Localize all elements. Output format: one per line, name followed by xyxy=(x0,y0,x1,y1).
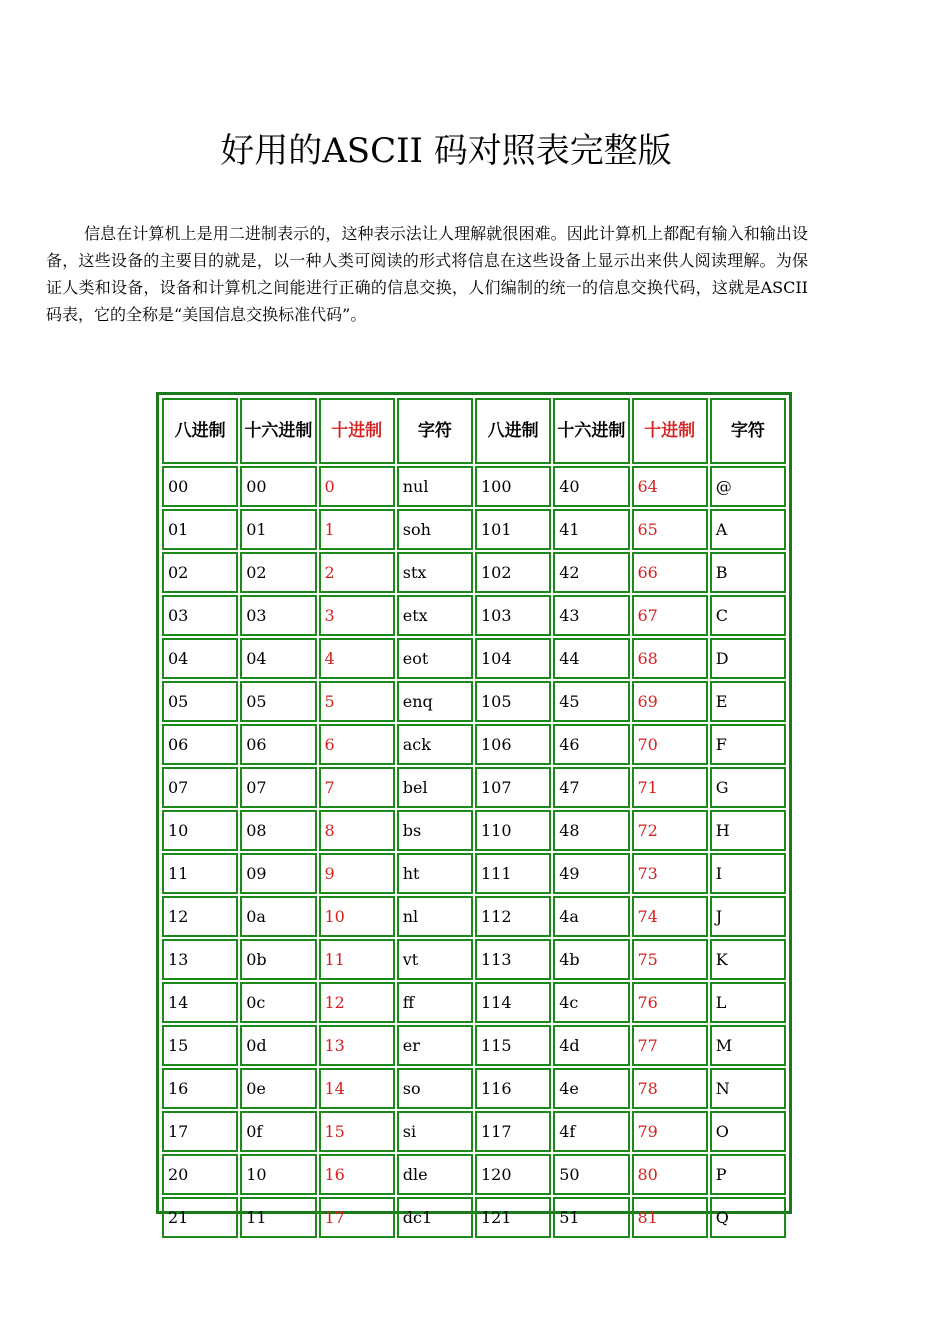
cell-hex-2: 4d xyxy=(553,1025,629,1066)
header-decimal: 十进制 xyxy=(319,398,395,464)
cell-hex-2: 40 xyxy=(553,466,629,507)
cell-char: enq xyxy=(397,681,473,722)
cell-octal: 13 xyxy=(162,939,238,980)
table-row xyxy=(162,853,786,894)
table-row xyxy=(162,1111,786,1152)
cell-decimal-2: 68 xyxy=(632,638,708,679)
cell-octal: 14 xyxy=(162,982,238,1023)
cell-octal-2: 113 xyxy=(475,939,551,980)
page-title: 好用的ASCII 码对照表完整版 xyxy=(220,131,672,171)
cell-octal: 00 xyxy=(162,466,238,507)
cell-char-2: P xyxy=(710,1154,786,1195)
header-decimal-2: 十进制 xyxy=(632,398,708,464)
cell-char: bs xyxy=(397,810,473,851)
cell-hex-2: 47 xyxy=(553,767,629,808)
cell-hex-2: 4b xyxy=(553,939,629,980)
cell-char-2: E xyxy=(710,681,786,722)
cell-char-2: K xyxy=(710,939,786,980)
cell-hex-2: 43 xyxy=(553,595,629,636)
cell-decimal: 16 xyxy=(319,1154,395,1195)
cell-octal-2: 121 xyxy=(475,1197,551,1238)
header-char-2: 字符 xyxy=(710,398,786,464)
cell-decimal: 6 xyxy=(319,724,395,765)
cell-decimal: 13 xyxy=(319,1025,395,1066)
cell-hex-2: 48 xyxy=(553,810,629,851)
cell-decimal: 7 xyxy=(319,767,395,808)
cell-hex: 08 xyxy=(240,810,316,851)
cell-octal-2: 100 xyxy=(475,466,551,507)
cell-decimal-2: 74 xyxy=(632,896,708,937)
intro-paragraph: 信息在计算机上是用二进制表示的，这种表示法让人理解就很困难。因此计算机上都配有输入和输出设备，这些设备的主要目的就是，以一种人类可阅读的形式将信息在这些设备上显示出来供人阅读理解。为保证人类和设备，设备和计算机之间能进行正确的信息交换，人们编制的统一的信息交换代码，这就是ASCII码表，它的全称是“美国信息交换标准代码”。 xyxy=(46,224,808,324)
cell-hex-2: 42 xyxy=(553,552,629,593)
cell-decimal-2: 69 xyxy=(632,681,708,722)
cell-decimal-2: 78 xyxy=(632,1068,708,1109)
cell-char: dle xyxy=(397,1154,473,1195)
cell-char-2: I xyxy=(710,853,786,894)
cell-char-2: A xyxy=(710,509,786,550)
cell-octal-2: 103 xyxy=(475,595,551,636)
cell-octal: 17 xyxy=(162,1111,238,1152)
cell-char: so xyxy=(397,1068,473,1109)
cell-decimal: 8 xyxy=(319,810,395,851)
cell-octal: 04 xyxy=(162,638,238,679)
table-row xyxy=(162,552,786,593)
cell-decimal-2: 73 xyxy=(632,853,708,894)
cell-hex-2: 50 xyxy=(553,1154,629,1195)
cell-char-2: J xyxy=(710,896,786,937)
cell-decimal: 1 xyxy=(319,509,395,550)
cell-char-2: C xyxy=(710,595,786,636)
table-row xyxy=(162,1068,786,1109)
cell-hex: 00 xyxy=(240,466,316,507)
cell-octal: 16 xyxy=(162,1068,238,1109)
cell-char: stx xyxy=(397,552,473,593)
cell-octal-2: 101 xyxy=(475,509,551,550)
cell-hex-2: 4e xyxy=(553,1068,629,1109)
cell-octal-2: 105 xyxy=(475,681,551,722)
table-row xyxy=(162,982,786,1023)
cell-octal-2: 106 xyxy=(475,724,551,765)
cell-char-2: F xyxy=(710,724,786,765)
cell-char: si xyxy=(397,1111,473,1152)
cell-hex: 09 xyxy=(240,853,316,894)
cell-decimal-2: 80 xyxy=(632,1154,708,1195)
cell-decimal: 12 xyxy=(319,982,395,1023)
cell-decimal: 0 xyxy=(319,466,395,507)
cell-octal-2: 110 xyxy=(475,810,551,851)
table-row xyxy=(162,1154,786,1195)
table-row xyxy=(162,724,786,765)
cell-char-2: D xyxy=(710,638,786,679)
cell-char: vt xyxy=(397,939,473,980)
cell-hex-2: 51 xyxy=(553,1197,629,1238)
cell-decimal-2: 64 xyxy=(632,466,708,507)
table-row xyxy=(162,896,786,937)
cell-char: dc1 xyxy=(397,1197,473,1238)
table-row xyxy=(162,767,786,808)
cell-char-2: M xyxy=(710,1025,786,1066)
cell-hex-2: 44 xyxy=(553,638,629,679)
cell-char-2: L xyxy=(710,982,786,1023)
cell-octal: 06 xyxy=(162,724,238,765)
cell-hex: 0d xyxy=(240,1025,316,1066)
cell-hex-2: 49 xyxy=(553,853,629,894)
cell-hex: 04 xyxy=(240,638,316,679)
cell-decimal-2: 70 xyxy=(632,724,708,765)
cell-decimal: 5 xyxy=(319,681,395,722)
cell-hex: 03 xyxy=(240,595,316,636)
cell-hex: 0a xyxy=(240,896,316,937)
cell-decimal: 15 xyxy=(319,1111,395,1152)
cell-decimal-2: 79 xyxy=(632,1111,708,1152)
cell-octal-2: 102 xyxy=(475,552,551,593)
cell-char: ack xyxy=(397,724,473,765)
cell-decimal-2: 81 xyxy=(632,1197,708,1238)
cell-octal-2: 115 xyxy=(475,1025,551,1066)
cell-char-2: O xyxy=(710,1111,786,1152)
ascii-table-frame xyxy=(156,392,792,1227)
cell-char-2: N xyxy=(710,1068,786,1109)
cell-decimal: 4 xyxy=(319,638,395,679)
header-row xyxy=(162,398,786,464)
cell-octal-2: 114 xyxy=(475,982,551,1023)
cell-octal-2: 111 xyxy=(475,853,551,894)
cell-hex: 0c xyxy=(240,982,316,1023)
table-row xyxy=(162,595,786,636)
cell-octal-2: 104 xyxy=(475,638,551,679)
cell-octal: 15 xyxy=(162,1025,238,1066)
cell-octal-2: 116 xyxy=(475,1068,551,1109)
cell-octal-2: 117 xyxy=(475,1111,551,1152)
cell-decimal-2: 67 xyxy=(632,595,708,636)
cell-decimal-2: 65 xyxy=(632,509,708,550)
cell-decimal: 17 xyxy=(319,1197,395,1238)
cell-hex-2: 45 xyxy=(553,681,629,722)
cell-char: ht xyxy=(397,853,473,894)
cell-hex: 05 xyxy=(240,681,316,722)
cell-octal: 10 xyxy=(162,810,238,851)
cell-char: bel xyxy=(397,767,473,808)
header-octal-2: 八进制 xyxy=(475,398,551,464)
cell-char: ff xyxy=(397,982,473,1023)
table-row xyxy=(162,466,786,507)
cell-hex: 06 xyxy=(240,724,316,765)
cell-octal-2: 107 xyxy=(475,767,551,808)
cell-char-2: B xyxy=(710,552,786,593)
cell-hex: 0e xyxy=(240,1068,316,1109)
header-hex: 十六进制 xyxy=(240,398,316,464)
cell-decimal-2: 72 xyxy=(632,810,708,851)
cell-char: soh xyxy=(397,509,473,550)
table-header xyxy=(162,398,786,464)
cell-decimal: 14 xyxy=(319,1068,395,1109)
cell-octal: 05 xyxy=(162,681,238,722)
cell-hex: 11 xyxy=(240,1197,316,1238)
cell-char-2: @ xyxy=(710,466,786,507)
cell-octal: 12 xyxy=(162,896,238,937)
table-row xyxy=(162,638,786,679)
header-char: 字符 xyxy=(397,398,473,464)
cell-hex: 07 xyxy=(240,767,316,808)
cell-octal-2: 112 xyxy=(475,896,551,937)
cell-hex-2: 46 xyxy=(553,724,629,765)
cell-char-2: G xyxy=(710,767,786,808)
cell-hex: 01 xyxy=(240,509,316,550)
ascii-table xyxy=(160,396,788,1240)
cell-octal: 01 xyxy=(162,509,238,550)
cell-decimal: 9 xyxy=(319,853,395,894)
table-row xyxy=(162,939,786,980)
cell-octal: 07 xyxy=(162,767,238,808)
cell-hex: 0b xyxy=(240,939,316,980)
cell-char-2: H xyxy=(710,810,786,851)
cell-octal: 21 xyxy=(162,1197,238,1238)
header-octal: 八进制 xyxy=(162,398,238,464)
cell-hex-2: 4f xyxy=(553,1111,629,1152)
table-body xyxy=(162,466,786,1238)
cell-decimal-2: 66 xyxy=(632,552,708,593)
cell-hex-2: 4a xyxy=(553,896,629,937)
cell-octal: 02 xyxy=(162,552,238,593)
cell-octal: 03 xyxy=(162,595,238,636)
cell-decimal: 11 xyxy=(319,939,395,980)
cell-decimal: 3 xyxy=(319,595,395,636)
header-hex-2: 十六进制 xyxy=(553,398,629,464)
table-row xyxy=(162,810,786,851)
cell-char: er xyxy=(397,1025,473,1066)
cell-decimal: 2 xyxy=(319,552,395,593)
cell-char: eot xyxy=(397,638,473,679)
table-row xyxy=(162,681,786,722)
cell-octal: 20 xyxy=(162,1154,238,1195)
cell-hex-2: 41 xyxy=(553,509,629,550)
cell-octal-2: 120 xyxy=(475,1154,551,1195)
table-row xyxy=(162,509,786,550)
table-row xyxy=(162,1197,786,1238)
cell-decimal: 10 xyxy=(319,896,395,937)
cell-decimal-2: 77 xyxy=(632,1025,708,1066)
cell-decimal-2: 71 xyxy=(632,767,708,808)
cell-hex: 0f xyxy=(240,1111,316,1152)
cell-char-2: Q xyxy=(710,1197,786,1238)
cell-decimal-2: 75 xyxy=(632,939,708,980)
cell-char: nl xyxy=(397,896,473,937)
table-row xyxy=(162,1025,786,1066)
cell-hex: 10 xyxy=(240,1154,316,1195)
cell-octal: 11 xyxy=(162,853,238,894)
cell-hex-2: 4c xyxy=(553,982,629,1023)
cell-decimal-2: 76 xyxy=(632,982,708,1023)
cell-char: etx xyxy=(397,595,473,636)
cell-hex: 02 xyxy=(240,552,316,593)
cell-char: nul xyxy=(397,466,473,507)
